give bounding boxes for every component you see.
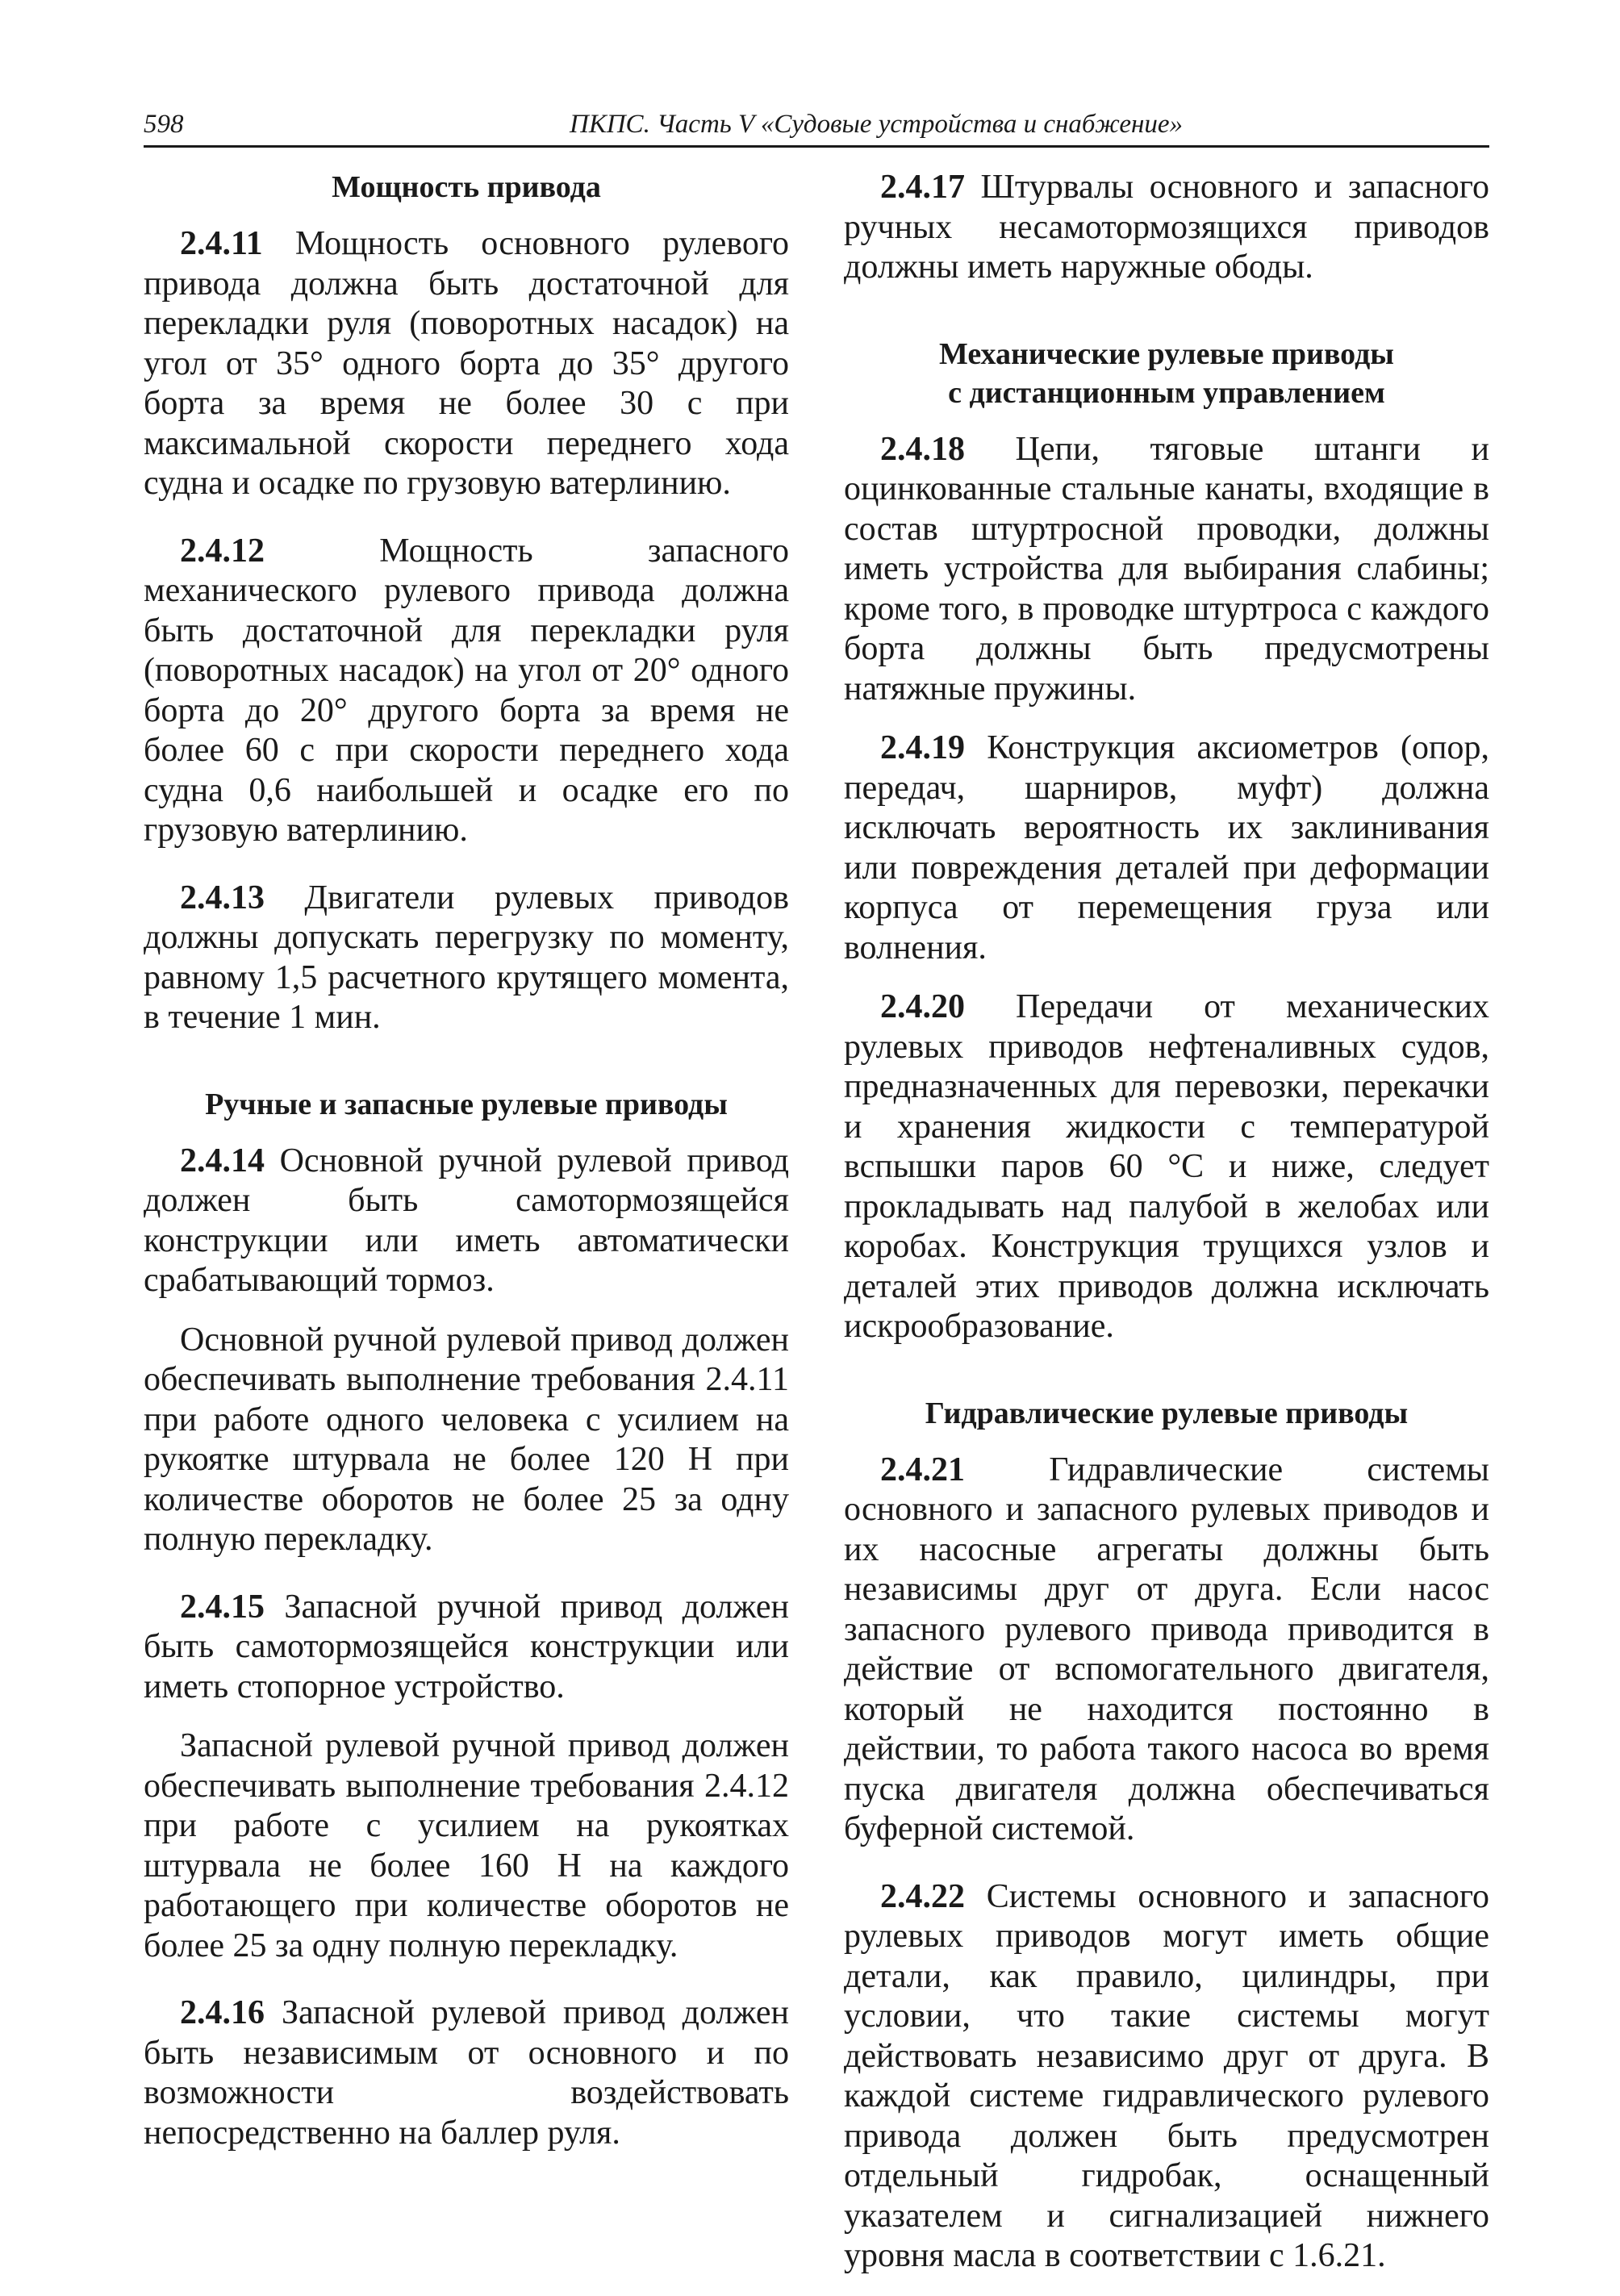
section-number: 2.4.19 bbox=[880, 729, 965, 766]
section-text: Мощность основного рулевого привода должна быть достаточной для перекладки руля (поворотных насадок) на угол от 35° одного борта до 35° другого борта за время не более 30 с при максимальной скорости переднего хода судна и осадке по грузовую ватерлинию. bbox=[144, 225, 789, 502]
section-2-4-21 bbox=[844, 1451, 1489, 1850]
section-2-4-14 bbox=[144, 1142, 789, 1301]
running-title: ПКПС. Часть V «Судовые устройства и снабжение» bbox=[569, 110, 1183, 139]
section-2-4-13 bbox=[144, 879, 789, 1038]
page-header bbox=[144, 106, 1489, 148]
section-text: Конструкция аксиометров (опор, передач, шарниров, муфт) должна исключать вероятность их заклинивания или повреждения деталей при деформации корпуса от перемещения груза или волнения. bbox=[844, 729, 1489, 966]
section-2-4-20 bbox=[844, 987, 1489, 1347]
section-2-4-12 bbox=[144, 532, 789, 851]
section-text: Цепи, тяговые штанги и оцинкованные стальные канаты, входящие в состав штуртросной проводки, должны иметь устройства для выбирания слабины; кроме того, в проводке штуртроса с каждого борта должны быть предусмотрены натяжные пружины. bbox=[844, 430, 1489, 708]
section-number: 2.4.22 bbox=[880, 1877, 965, 1915]
section-number: 2.4.20 bbox=[880, 988, 965, 1025]
section-number: 2.4.18 bbox=[880, 430, 965, 468]
heading-manual: Ручные и запасные рулевые приводы bbox=[205, 1087, 728, 1121]
section-text: Запасной рулевой привод должен быть независимым от основного и по возможности воздействовать непосредственно на баллер руля. bbox=[144, 1994, 789, 2152]
section-2-4-18 bbox=[844, 430, 1489, 710]
section-2-4-11 bbox=[144, 224, 789, 504]
section-text: Основной ручной рулевой привод должен быть самотормозящейся конструкции или иметь автоматически срабатывающий тормоз. bbox=[144, 1142, 789, 1299]
section-text: Штурвалы основного и запасного ручных несамотормозящихся приводов должны иметь наружные ободы. bbox=[844, 169, 1489, 286]
section-number: 2.4.16 bbox=[180, 1994, 265, 2031]
section-number: 2.4.21 bbox=[880, 1451, 965, 1488]
section-text: Мощность запасного механического рулевого привода должна быть достаточной для перекладки руля (поворотных насадок) на угол от 20° одного борта до 20° другого борта за время не более 60 с при скорости переднего хода судна 0,6 наибольшей и осадке его по грузовую ватерлинию. bbox=[144, 532, 789, 849]
section-2-4-16 bbox=[144, 1993, 789, 2153]
section-text: Запасной ручной привод должен быть самотормозящейся конструкции или иметь стопорное устройство. bbox=[144, 1588, 789, 1705]
section-number: 2.4.15 bbox=[180, 1588, 265, 1626]
heading-mechanical-line-2: с дистанционным управлением bbox=[948, 375, 1385, 410]
section-2-4-17 bbox=[844, 168, 1489, 288]
right-column bbox=[844, 168, 1489, 2296]
section-2-4-19 bbox=[844, 728, 1489, 968]
section-number: 2.4.13 bbox=[180, 879, 265, 916]
section-text: Системы основного и запасного рулевых приводов могут иметь общие детали, как правило, цилиндры, при условии, что такие системы могут действовать независимо друг от друга. В каждой системе гидравлического рулевого привода должен быть предусмотрен отдельный гидробак, оснащенный указателем и сигнализацией нижнего уровня масла в соответствии с 1.6.21. bbox=[844, 1877, 1489, 2274]
section-2-4-22 bbox=[844, 1877, 1489, 2277]
page-number: 598 bbox=[144, 110, 184, 139]
heading-power: Мощность привода bbox=[332, 170, 601, 204]
section-number: 2.4.12 bbox=[180, 532, 265, 570]
section-2-4-15-paragraph-2: Запасной рулевой ручной привод должен обеспечивать выполнение требования 2.4.12 при работе с усилием на рукоятках штурвала не более 160 Н на каждого работающего при количестве оборотов не более 25 за одну полную перекладку. bbox=[144, 1727, 789, 1964]
section-number: 2.4.11 bbox=[180, 225, 263, 262]
heading-mechanical bbox=[844, 335, 1489, 412]
section-text: Гидравлические системы основного и запасного рулевых приводов и их насосные агрегаты должны быть независимы друг от друга. Если насос запасного рулевого привода приводится в действие от вспомогательного двигателя, который не находится постоянно в действии, то работа такого насоса во время пуска двигателя должна обеспечиваться буферной системой. bbox=[844, 1451, 1489, 1847]
section-2-4-14-paragraph-2: Основной ручной рулевой привод должен обеспечивать выполнение требования 2.4.11 при работе одного человека с усилием на рукоятке штурвала не более 120 Н при количестве оборотов не более 25 за одну полную перекладку. bbox=[144, 1321, 789, 1558]
heading-mechanical-line-1: Механические рулевые приводы bbox=[939, 336, 1394, 371]
section-2-4-15 bbox=[144, 1588, 789, 1708]
section-number: 2.4.14 bbox=[180, 1142, 265, 1179]
heading-hydraulic: Гидравлические рулевые приводы bbox=[925, 1396, 1409, 1430]
section-number: 2.4.17 bbox=[880, 169, 965, 206]
section-text: Передачи от механических рулевых приводов нефтеналивных судов, предназначенных для перевозки, перекачки и хранения жидкости с температурой вспышки паров 60 °С и ниже, следует прокладывать над палубой в желобах или коробах. Конструкция трущихся узлов и деталей этих приводов должна исключать искрообразование. bbox=[844, 988, 1489, 1345]
left-column bbox=[144, 168, 789, 2173]
section-text: Двигатели рулевых приводов должны допускать перегрузку по моменту, равному 1,5 расчетного крутящего момента, в течение 1 мин. bbox=[144, 879, 789, 1036]
